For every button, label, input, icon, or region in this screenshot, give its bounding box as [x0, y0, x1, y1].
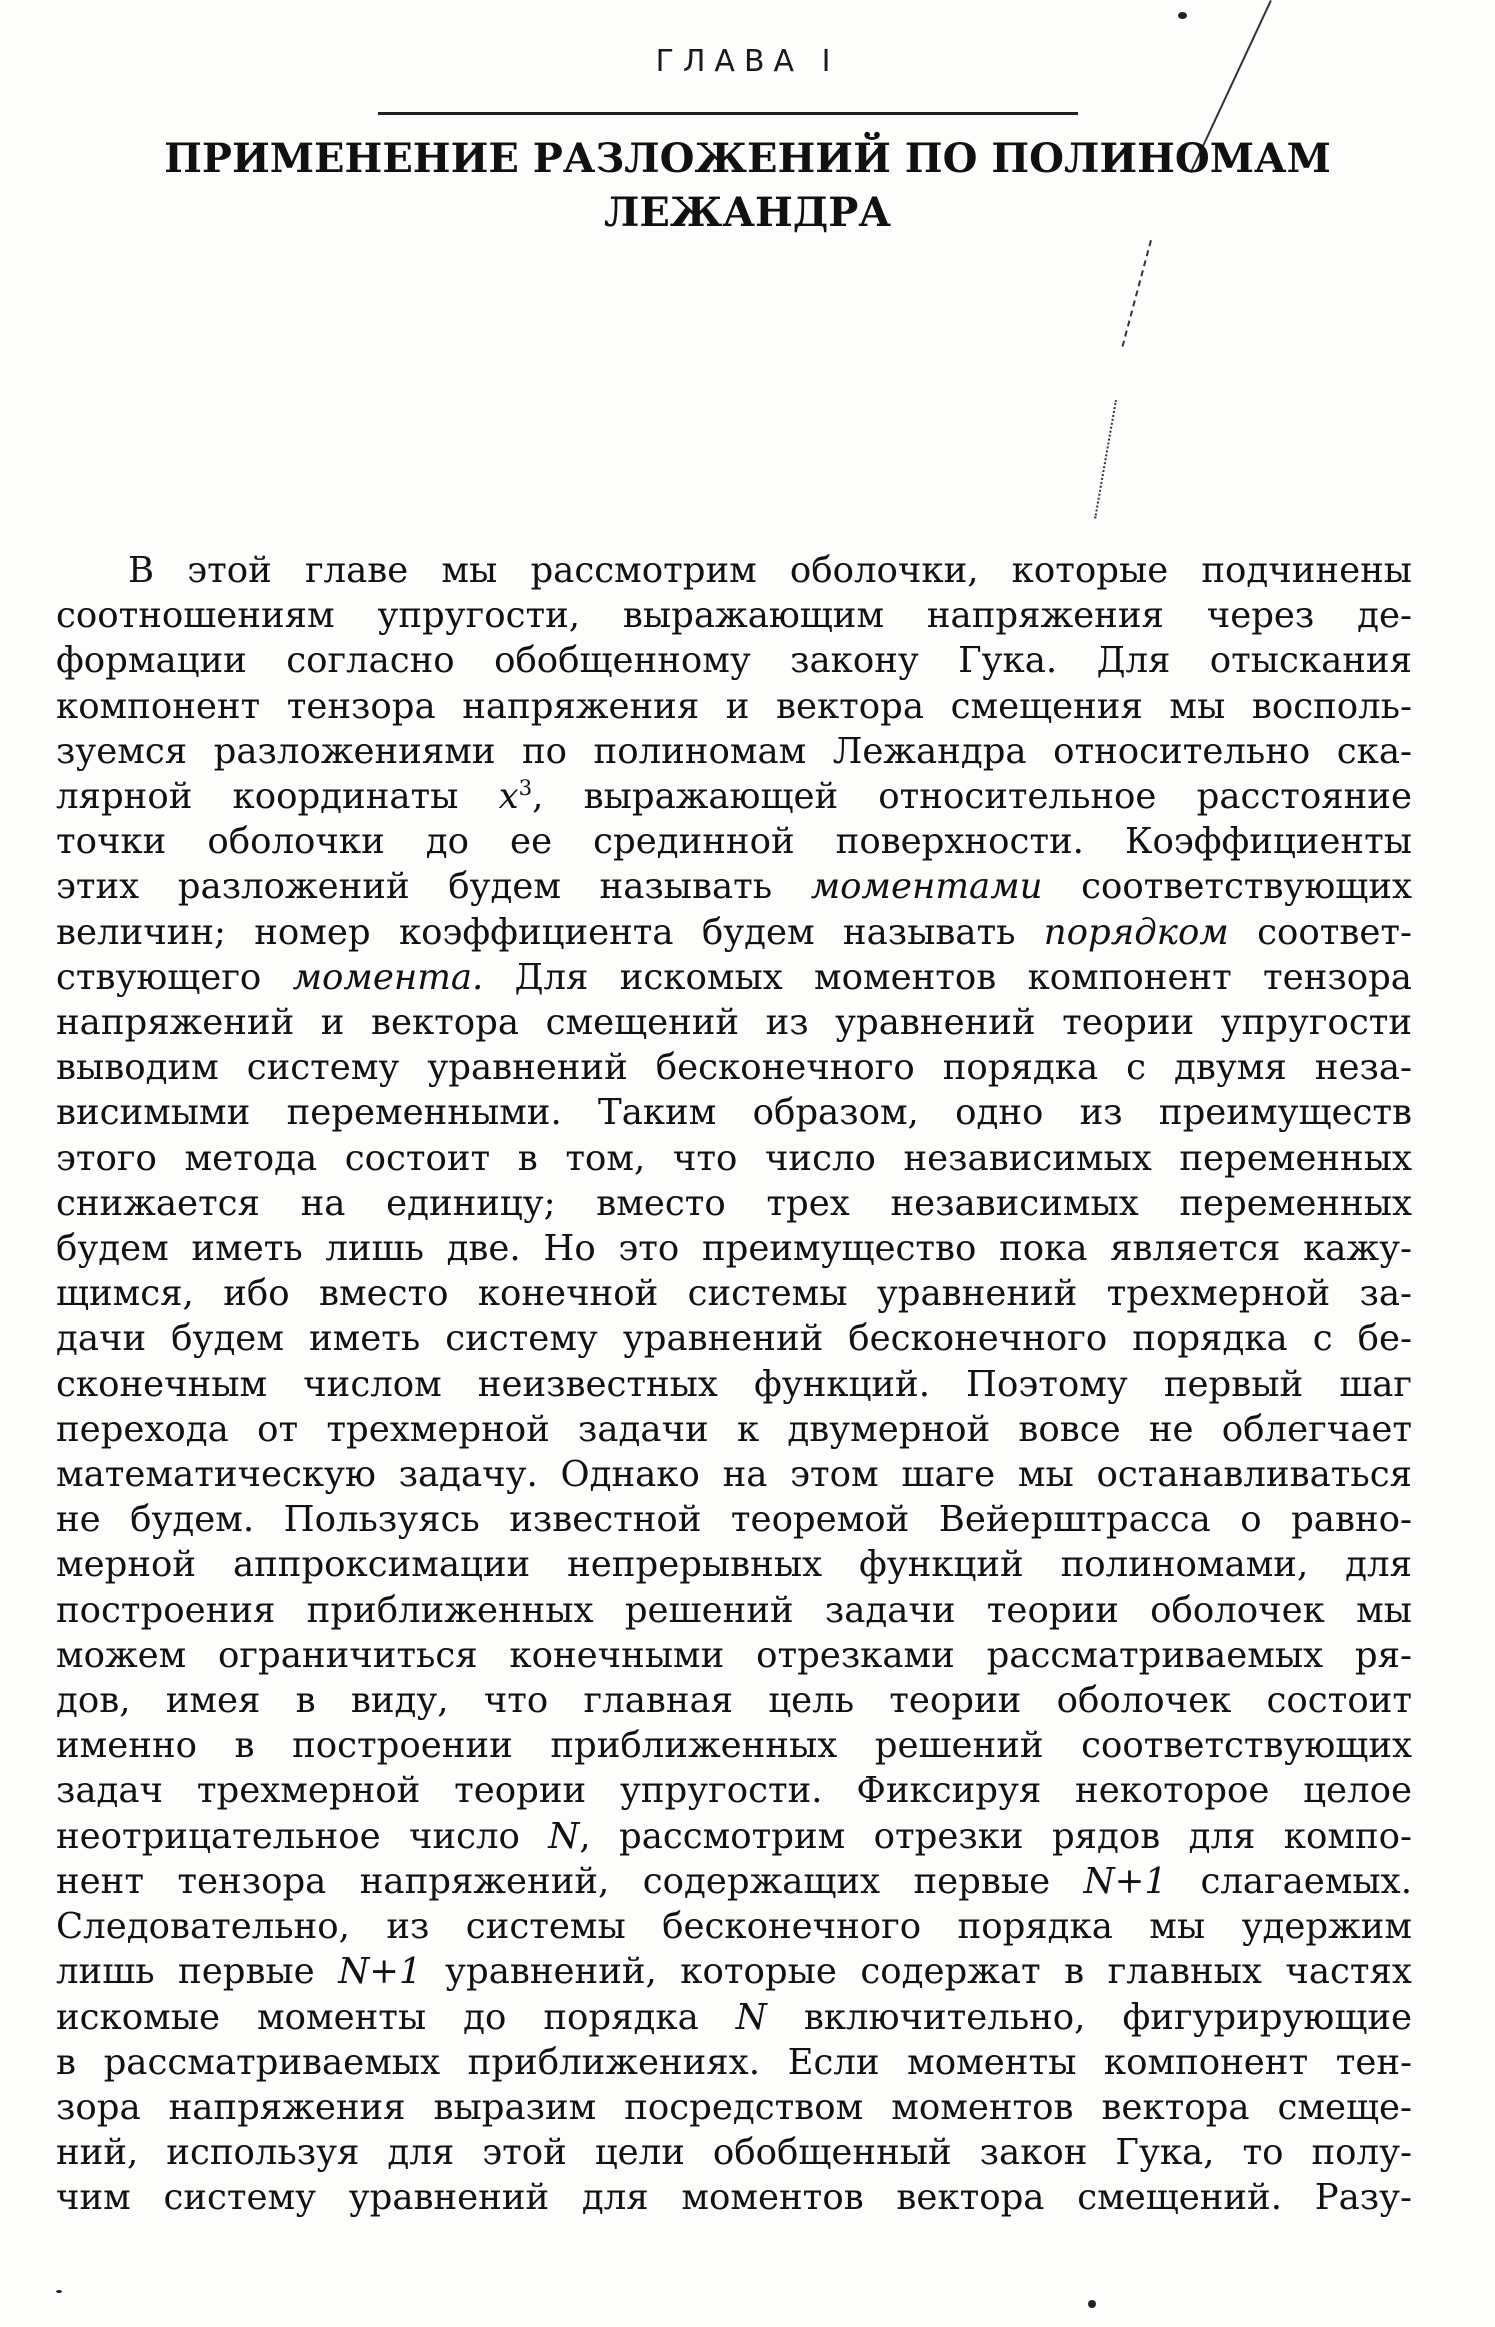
- scan-artifact-speck: [1088, 2300, 1096, 2308]
- scan-artifact-line: [1122, 240, 1152, 347]
- text-line: [56, 774, 1412, 819]
- text-line: компонент тензора напряжения и вектора смещения мы восполь-: [56, 685, 1412, 727]
- text-line: не будем. Пользуясь известной теоремой Вейерштрасса о равно-: [56, 1499, 1412, 1541]
- text-line: Следовательно, из системы бесконечного порядка мы удержим: [56, 1906, 1412, 1948]
- text-line: дачи будем иметь систему уравнений бесконечного порядка с бе-: [56, 1318, 1412, 1360]
- text-line: зуемся разложениями по полиномам Лежандра относительно ска-: [56, 730, 1412, 772]
- chapter-rule: [378, 112, 1078, 115]
- text-line: висимыми переменными. Таким образом, одно из преимуществ: [56, 1092, 1412, 1134]
- scan-artifact-speck: [56, 2290, 62, 2293]
- text-line: зора напряжения выразим посредством моментов вектора смеще-: [56, 2086, 1412, 2128]
- text-fragment: лярной координаты: [56, 776, 459, 818]
- text-line: выводим систему уравнений бесконечного порядка с двумя неза-: [56, 1047, 1412, 1089]
- text-fragment: неотрицательное число: [56, 1815, 520, 1857]
- math-variable: N: [548, 1815, 580, 1857]
- text-fragment: , выражающей относительное расстояние: [532, 776, 1412, 818]
- text-line: дов, имея в виду, что главная цель теории оболочек состоит: [56, 1680, 1412, 1722]
- chapter-title: [0, 132, 1495, 240]
- text-fragment: слагаемых.: [1200, 1860, 1412, 1902]
- text-fragment: лишь первые: [56, 1951, 315, 1993]
- math-variable: N: [735, 1996, 767, 2038]
- text-line: в рассматриваемых приближениях. Если моменты компонент тен-: [56, 2041, 1412, 2083]
- text-fragment: , рассмотрим отрезки рядов для компо-: [579, 1815, 1412, 1857]
- text-line: В этой главе мы рассмотрим оболочки, которые подчинены: [128, 550, 1412, 591]
- scan-artifact-speck: [1178, 12, 1187, 19]
- text-line: сконечным числом неизвестных функций. Поэтому первый шаг: [56, 1363, 1412, 1405]
- text-line: [56, 910, 1412, 955]
- text-line: [56, 1949, 1412, 1994]
- text-fragment: ствующего: [56, 956, 262, 998]
- text-fragment: искомые моменты до порядка: [56, 1996, 699, 2038]
- math-expression: N+1: [338, 1951, 422, 1993]
- scan-artifact-line: [1094, 400, 1117, 519]
- text-line: точки оболочки до ее срединной поверхности. Коэффициенты: [56, 821, 1412, 863]
- text-line: [56, 1859, 1412, 1904]
- text-fragment: соответ-: [1257, 911, 1412, 953]
- text-line: построения приближенных решений задачи теории оболочек мы: [56, 1589, 1412, 1631]
- math-superscript: 3: [518, 776, 533, 802]
- italic-term: порядком: [1043, 911, 1229, 953]
- text-line: будем иметь лишь две. Но это преимущество пока является кажу-: [56, 1228, 1412, 1270]
- text-line: перехода от трехмерной задачи к двумерной вовсе не облегчает: [56, 1408, 1412, 1450]
- text-line: ний, используя для этой цели обобщенный закон Гука, то полу-: [56, 2132, 1412, 2174]
- text-line: снижается на единицу; вместо трех независимых переменных: [56, 1182, 1412, 1224]
- body-paragraph: [56, 548, 1412, 2221]
- text-line: можем ограничиться конечными отрезками рассматриваемых ря-: [56, 1634, 1412, 1676]
- text-fragment: этих разложений будем называть: [56, 866, 773, 908]
- italic-term: момента.: [292, 956, 484, 998]
- text-line: [56, 864, 1412, 909]
- chapter-title-line-1: ПРИМЕНЕНИЕ РАЗЛОЖЕНИЙ ПО ПОЛИНОМАМ: [164, 135, 1331, 182]
- text-line: щимся, ибо вместо конечной системы уравнений трехмерной за-: [56, 1273, 1412, 1315]
- text-fragment: Для искомых моментов компонент тензора: [514, 956, 1412, 998]
- text-fragment: величин; номер коэффициента будем называть: [56, 911, 1016, 953]
- text-line: формации согласно обобщенному закону Гука. Для отыскания: [56, 640, 1412, 682]
- text-fragment: уравнений, которые содержат в главных частях: [445, 1951, 1412, 1993]
- italic-term: моментами: [810, 866, 1043, 908]
- text-fragment: соответствующих: [1081, 866, 1412, 908]
- math-expression: N+1: [1083, 1860, 1167, 1902]
- text-line: чим систему уравнений для моментов вектора смещений. Разу-: [56, 2177, 1412, 2219]
- text-fragment: включительно, фигурирующие: [803, 1996, 1412, 2038]
- text-line: именно в построении приближенных решений соответствующих: [56, 1725, 1412, 1767]
- text-line: мерной аппроксимации непрерывных функций полиномами, для: [56, 1544, 1412, 1586]
- math-variable: x: [498, 776, 519, 818]
- text-line: этого метода состоит в том, что число независимых переменных: [56, 1137, 1412, 1179]
- text-fragment: нент тензора напряжений, содержащих первые: [56, 1860, 1051, 1902]
- text-line: [56, 1995, 1412, 2040]
- text-line: задач трехмерной теории упругости. Фиксируя некоторое целое: [56, 1770, 1412, 1812]
- chapter-label: ГЛАВА I: [655, 44, 840, 79]
- text-line: [56, 1814, 1412, 1859]
- chapter-title-line-2: ЛЕЖАНДРА: [604, 189, 891, 236]
- text-line: напряжений и вектора смещений из уравнений теории упругости: [56, 1002, 1412, 1044]
- text-line: [56, 955, 1412, 1000]
- text-line: математическую задачу. Однако на этом шаге мы останавливаться: [56, 1454, 1412, 1496]
- text-line: соотношениям упругости, выражающим напряжения через де-: [56, 595, 1412, 637]
